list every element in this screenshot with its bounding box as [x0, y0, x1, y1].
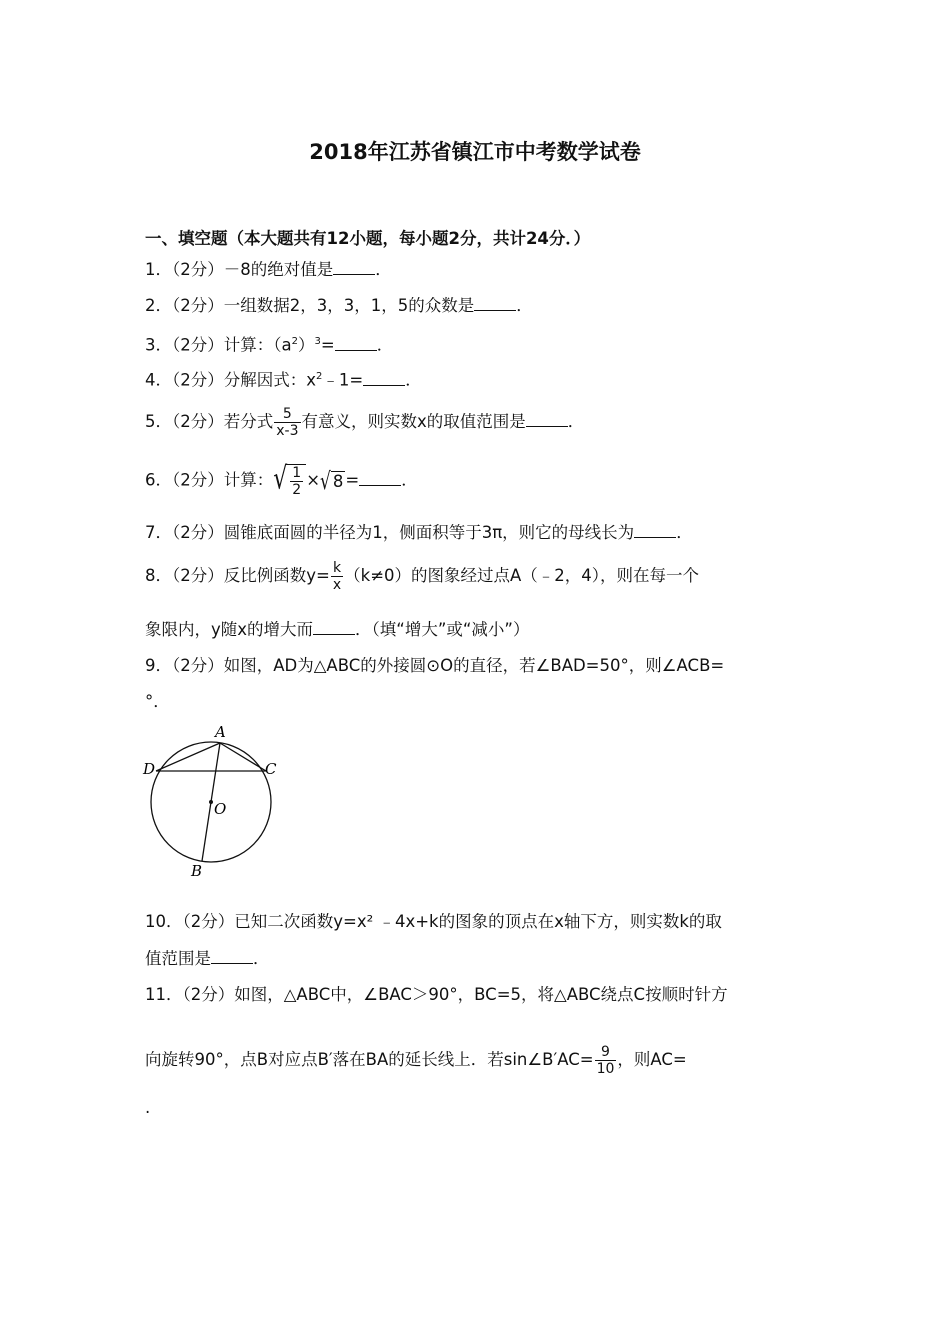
- label-b: B: [191, 862, 203, 880]
- label-d: D: [143, 760, 156, 778]
- answer-blank: [526, 412, 568, 427]
- answer-blank: [359, 471, 401, 486]
- fraction: $\frac{k}{x}$: [332, 560, 342, 593]
- question-10: 10．（2分）已知二次函数y=x² ﹣4x+k的图象的顶点在x轴下方，则实数k的取: [145, 912, 722, 931]
- answer-blank: [634, 523, 676, 538]
- sqrt-eight: √ 8: [320, 467, 344, 496]
- fraction: $\frac{9}{10}$: [596, 1044, 615, 1077]
- question-11-line-3: .: [145, 1098, 151, 1117]
- label-o: O: [214, 800, 227, 818]
- question-9: 9．（2分）如图，AD为△ABC的外接圆⊙O的直径，若∠BAD=50°，则∠ACB=: [145, 656, 725, 675]
- question-5: 5．（2分）若分式 $\frac{5}{x-3}$ 有意义，则实数x的取值范围是 ．: [145, 406, 585, 439]
- page-title: 2018年江苏省镇江市中考数学试卷: [309, 140, 641, 164]
- question-1: 1．（2分）－8的绝对值是 ．: [145, 260, 392, 279]
- answer-blank: [335, 336, 377, 351]
- answer-blank: [363, 371, 405, 386]
- sqrt-fraction: √ $\frac{1}{2}$: [273, 464, 306, 498]
- label-c: C: [265, 760, 277, 778]
- question-9-line-2: °．: [145, 692, 170, 711]
- answer-blank: [211, 949, 253, 964]
- question-7: 7．（2分）圆锥底面圆的半径为1，侧面积等于3π，则它的母线长为 ．: [145, 523, 693, 542]
- answer-blank: [474, 296, 516, 311]
- answer-blank: [333, 260, 375, 275]
- section-heading: 一、填空题（本大题共有12小题，每小题2分，共计24分．）: [145, 229, 591, 248]
- question-11: 11．（2分）如图，△ABC中，∠BAC＞90°，BC=5，将△ABC绕点C按顺时针方: [145, 985, 728, 1004]
- question-8-line-2: 象限内，y随x的增大而 ．（填“增大”或“减小”）: [145, 620, 530, 639]
- segment-ac: [220, 743, 266, 771]
- circle-figure: [140, 722, 290, 882]
- question-10-line-2: 值范围是 ．: [145, 949, 270, 968]
- question-11-line-2: 向旋转90°，点B对应点B′落在BA的延长线上．若sin∠B′AC= $\frac{9}{10}$ ，则AC=: [145, 1044, 687, 1077]
- label-a: A: [215, 723, 226, 741]
- question-6: 6．（2分）计算：√ $\frac{1}{2}$ ×√ 8 = ．: [145, 461, 418, 498]
- center-point: [209, 800, 213, 804]
- question-2: 2．（2分）一组数据2，3，3，1，5的众数是 ．: [145, 296, 533, 315]
- question-4: 4．（2分）分解因式：$x^2﹣1=$ ．: [145, 370, 422, 390]
- question-3: 3．（2分）计算：$(a^2)^3=$ ．: [145, 335, 394, 355]
- fraction: $\frac{5}{x-3}$: [276, 406, 299, 439]
- question-8: 8．（2分）反比例函数y= $\frac{k}{x}$ （k≠0）的图象经过点A（﹣2，4），则在每一个: [145, 560, 700, 593]
- answer-blank: [313, 620, 355, 635]
